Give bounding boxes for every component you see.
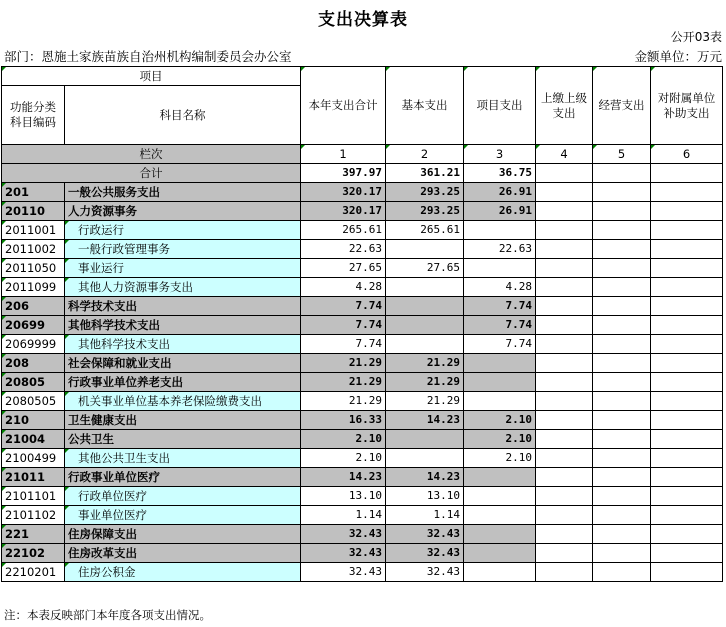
row-basic: 32.43	[386, 563, 464, 582]
row-subsidy	[651, 316, 723, 335]
row-upper	[536, 411, 593, 430]
row-business	[593, 316, 651, 335]
table-row	[2, 335, 723, 354]
row-subsidy	[651, 430, 723, 449]
total-business	[593, 164, 651, 183]
row-project: 4.28	[464, 278, 536, 297]
row-upper	[536, 316, 593, 335]
row-upper	[536, 240, 593, 259]
row-name: 住房公积金	[65, 563, 301, 582]
table-row	[2, 297, 723, 316]
table-row	[2, 354, 723, 373]
row-project	[464, 259, 536, 278]
row-total: 32.43	[301, 563, 386, 582]
row-subsidy	[651, 411, 723, 430]
row-project: 7.74	[464, 297, 536, 316]
row-upper	[536, 449, 593, 468]
row-upper	[536, 202, 593, 221]
table-row	[2, 487, 723, 506]
row-code: 2011001	[2, 221, 65, 240]
row-subsidy	[651, 392, 723, 411]
table-row	[2, 259, 723, 278]
row-business	[593, 544, 651, 563]
row-upper	[536, 278, 593, 297]
row-subsidy	[651, 506, 723, 525]
row-total: 32.43	[301, 544, 386, 563]
row-code: 208	[2, 354, 65, 373]
expenditure-table	[1, 66, 723, 582]
table-row	[2, 468, 723, 487]
row-code: 201	[2, 183, 65, 202]
row-upper	[536, 297, 593, 316]
row-name: 其他公共卫生支出	[65, 449, 301, 468]
row-code: 21011	[2, 468, 65, 487]
table-row	[2, 221, 723, 240]
row-name: 行政单位医疗	[65, 487, 301, 506]
row-subsidy	[651, 297, 723, 316]
row-name: 社会保障和就业支出	[65, 354, 301, 373]
row-basic	[386, 316, 464, 335]
row-upper	[536, 525, 593, 544]
row-total: 320.17	[301, 183, 386, 202]
row-business	[593, 411, 651, 430]
row-business	[593, 487, 651, 506]
col-num: 1	[301, 145, 386, 164]
row-basic: 14.23	[386, 411, 464, 430]
row-name: 行政事业单位养老支出	[65, 373, 301, 392]
row-upper	[536, 506, 593, 525]
table-row	[2, 525, 723, 544]
row-upper	[536, 335, 593, 354]
row-upper	[536, 563, 593, 582]
row-name: 科学技术支出	[65, 297, 301, 316]
row-project: 2.10	[464, 430, 536, 449]
row-code: 2100499	[2, 449, 65, 468]
table-row	[2, 563, 723, 582]
row-code: 2210201	[2, 563, 65, 582]
row-business	[593, 525, 651, 544]
row-subsidy	[651, 487, 723, 506]
row-code: 221	[2, 525, 65, 544]
row-code: 210	[2, 411, 65, 430]
row-code: 2069999	[2, 335, 65, 354]
row-name: 机关事业单位基本养老保险缴费支出	[65, 392, 301, 411]
col-num: 2	[386, 145, 464, 164]
row-project	[464, 506, 536, 525]
row-basic: 14.23	[386, 468, 464, 487]
row-business	[593, 183, 651, 202]
row-total: 14.23	[301, 468, 386, 487]
total-upper	[536, 164, 593, 183]
department-label: 部门：恩施土家族苗族自治州机构编制委员会办公室	[4, 49, 292, 64]
row-basic: 13.10	[386, 487, 464, 506]
row-project	[464, 373, 536, 392]
row-project	[464, 354, 536, 373]
row-name: 行政事业单位医疗	[65, 468, 301, 487]
row-subsidy	[651, 202, 723, 221]
row-subsidy	[651, 373, 723, 392]
table-row	[2, 506, 723, 525]
row-basic	[386, 430, 464, 449]
row-name: 卫生健康支出	[65, 411, 301, 430]
row-subsidy	[651, 183, 723, 202]
form-code: 公开03表	[670, 30, 722, 44]
row-name: 其他科学技术支出	[65, 316, 301, 335]
row-project: 26.91	[464, 202, 536, 221]
row-project	[464, 468, 536, 487]
row-upper	[536, 221, 593, 240]
row-subsidy	[651, 278, 723, 297]
row-upper	[536, 183, 593, 202]
table-row	[2, 316, 723, 335]
total-project: 36.75	[464, 164, 536, 183]
row-name: 事业运行	[65, 259, 301, 278]
table-row	[2, 411, 723, 430]
row-total: 265.61	[301, 221, 386, 240]
row-project: 7.74	[464, 316, 536, 335]
col-num: 3	[464, 145, 536, 164]
row-basic: 21.29	[386, 373, 464, 392]
row-basic: 293.25	[386, 183, 464, 202]
row-business	[593, 563, 651, 582]
row-code: 2101101	[2, 487, 65, 506]
row-code: 22102	[2, 544, 65, 563]
header-row-1	[2, 67, 723, 86]
row-basic: 1.14	[386, 506, 464, 525]
table-row	[2, 240, 723, 259]
row-name: 一般行政管理事务	[65, 240, 301, 259]
row-subsidy	[651, 259, 723, 278]
row-name: 住房保障支出	[65, 525, 301, 544]
row-business	[593, 259, 651, 278]
row-total: 2.10	[301, 430, 386, 449]
table-row	[2, 373, 723, 392]
column-number-row	[2, 145, 723, 164]
table-row	[2, 183, 723, 202]
row-upper	[536, 259, 593, 278]
header-code: 功能分类科目编码	[2, 86, 65, 145]
row-code: 21004	[2, 430, 65, 449]
table-row	[2, 202, 723, 221]
row-total: 7.74	[301, 335, 386, 354]
row-basic: 32.43	[386, 525, 464, 544]
header-total: 本年支出合计	[301, 67, 386, 145]
row-code: 2011002	[2, 240, 65, 259]
total-sum: 397.97	[301, 164, 386, 183]
row-project	[464, 563, 536, 582]
row-name: 其他人力资源事务支出	[65, 278, 301, 297]
row-total: 16.33	[301, 411, 386, 430]
row-upper	[536, 430, 593, 449]
row-business	[593, 278, 651, 297]
row-code: 2101102	[2, 506, 65, 525]
row-business	[593, 297, 651, 316]
total-label: 合计	[2, 164, 301, 183]
row-business	[593, 202, 651, 221]
row-business	[593, 221, 651, 240]
row-subsidy	[651, 525, 723, 544]
header-upper: 上缴上级支出	[536, 67, 593, 145]
row-basic: 32.43	[386, 544, 464, 563]
footnote: 注：本表反映部门本年度各项支出情况。	[4, 608, 211, 622]
row-code: 20805	[2, 373, 65, 392]
row-name: 人力资源事务	[65, 202, 301, 221]
row-business	[593, 354, 651, 373]
row-total: 7.74	[301, 316, 386, 335]
row-business	[593, 430, 651, 449]
row-total: 4.28	[301, 278, 386, 297]
header-business: 经营支出	[593, 67, 651, 145]
header-name: 科目名称	[65, 86, 301, 145]
col-num: 6	[651, 145, 723, 164]
row-basic	[386, 449, 464, 468]
row-basic: 27.65	[386, 259, 464, 278]
row-code: 206	[2, 297, 65, 316]
page-title: 支出决算表	[318, 10, 408, 30]
row-upper	[536, 544, 593, 563]
row-code: 2011050	[2, 259, 65, 278]
unit-label: 金额单位：万元	[634, 49, 722, 64]
row-upper	[536, 392, 593, 411]
header-item: 项目	[2, 67, 301, 86]
row-name: 一般公共服务支出	[65, 183, 301, 202]
header-subsidy: 对附属单位补助支出	[651, 67, 723, 145]
row-total: 320.17	[301, 202, 386, 221]
row-business	[593, 240, 651, 259]
row-project: 22.63	[464, 240, 536, 259]
row-business	[593, 506, 651, 525]
row-upper	[536, 468, 593, 487]
row-name: 其他科学技术支出	[65, 335, 301, 354]
header-project: 项目支出	[464, 67, 536, 145]
row-basic: 21.29	[386, 354, 464, 373]
row-total: 21.29	[301, 373, 386, 392]
row-code: 20110	[2, 202, 65, 221]
row-basic	[386, 297, 464, 316]
row-subsidy	[651, 240, 723, 259]
table-row	[2, 544, 723, 563]
row-subsidy	[651, 335, 723, 354]
row-total: 27.65	[301, 259, 386, 278]
row-total: 21.29	[301, 354, 386, 373]
row-business	[593, 392, 651, 411]
row-project	[464, 525, 536, 544]
row-project: 7.74	[464, 335, 536, 354]
row-total: 32.43	[301, 525, 386, 544]
row-code: 2080505	[2, 392, 65, 411]
total-basic: 361.21	[386, 164, 464, 183]
row-total: 13.10	[301, 487, 386, 506]
row-project	[464, 544, 536, 563]
row-project	[464, 392, 536, 411]
row-business	[593, 373, 651, 392]
row-upper	[536, 487, 593, 506]
row-project: 2.10	[464, 411, 536, 430]
row-subsidy	[651, 221, 723, 240]
row-business	[593, 449, 651, 468]
row-upper	[536, 354, 593, 373]
row-name: 行政运行	[65, 221, 301, 240]
row-basic: 21.29	[386, 392, 464, 411]
col-num: 4	[536, 145, 593, 164]
row-total: 2.10	[301, 449, 386, 468]
row-total: 22.63	[301, 240, 386, 259]
row-name: 事业单位医疗	[65, 506, 301, 525]
row-business	[593, 335, 651, 354]
row-basic	[386, 335, 464, 354]
row-name: 公共卫生	[65, 430, 301, 449]
row-subsidy	[651, 354, 723, 373]
row-basic	[386, 278, 464, 297]
col-label: 栏次	[2, 145, 301, 164]
row-subsidy	[651, 563, 723, 582]
row-project	[464, 221, 536, 240]
row-subsidy	[651, 468, 723, 487]
header-basic: 基本支出	[386, 67, 464, 145]
total-subsidy	[651, 164, 723, 183]
row-basic: 265.61	[386, 221, 464, 240]
row-code: 2011099	[2, 278, 65, 297]
table-row	[2, 449, 723, 468]
row-total: 21.29	[301, 392, 386, 411]
row-total: 7.74	[301, 297, 386, 316]
row-upper	[536, 373, 593, 392]
row-name: 住房改革支出	[65, 544, 301, 563]
row-subsidy	[651, 449, 723, 468]
table-row	[2, 278, 723, 297]
row-code: 20699	[2, 316, 65, 335]
row-project: 2.10	[464, 449, 536, 468]
row-subsidy	[651, 544, 723, 563]
row-basic	[386, 240, 464, 259]
row-basic: 293.25	[386, 202, 464, 221]
table-row	[2, 392, 723, 411]
row-business	[593, 468, 651, 487]
row-project	[464, 487, 536, 506]
row-project: 26.91	[464, 183, 536, 202]
total-row	[2, 164, 723, 183]
col-num: 5	[593, 145, 651, 164]
table-row	[2, 430, 723, 449]
row-total: 1.14	[301, 506, 386, 525]
